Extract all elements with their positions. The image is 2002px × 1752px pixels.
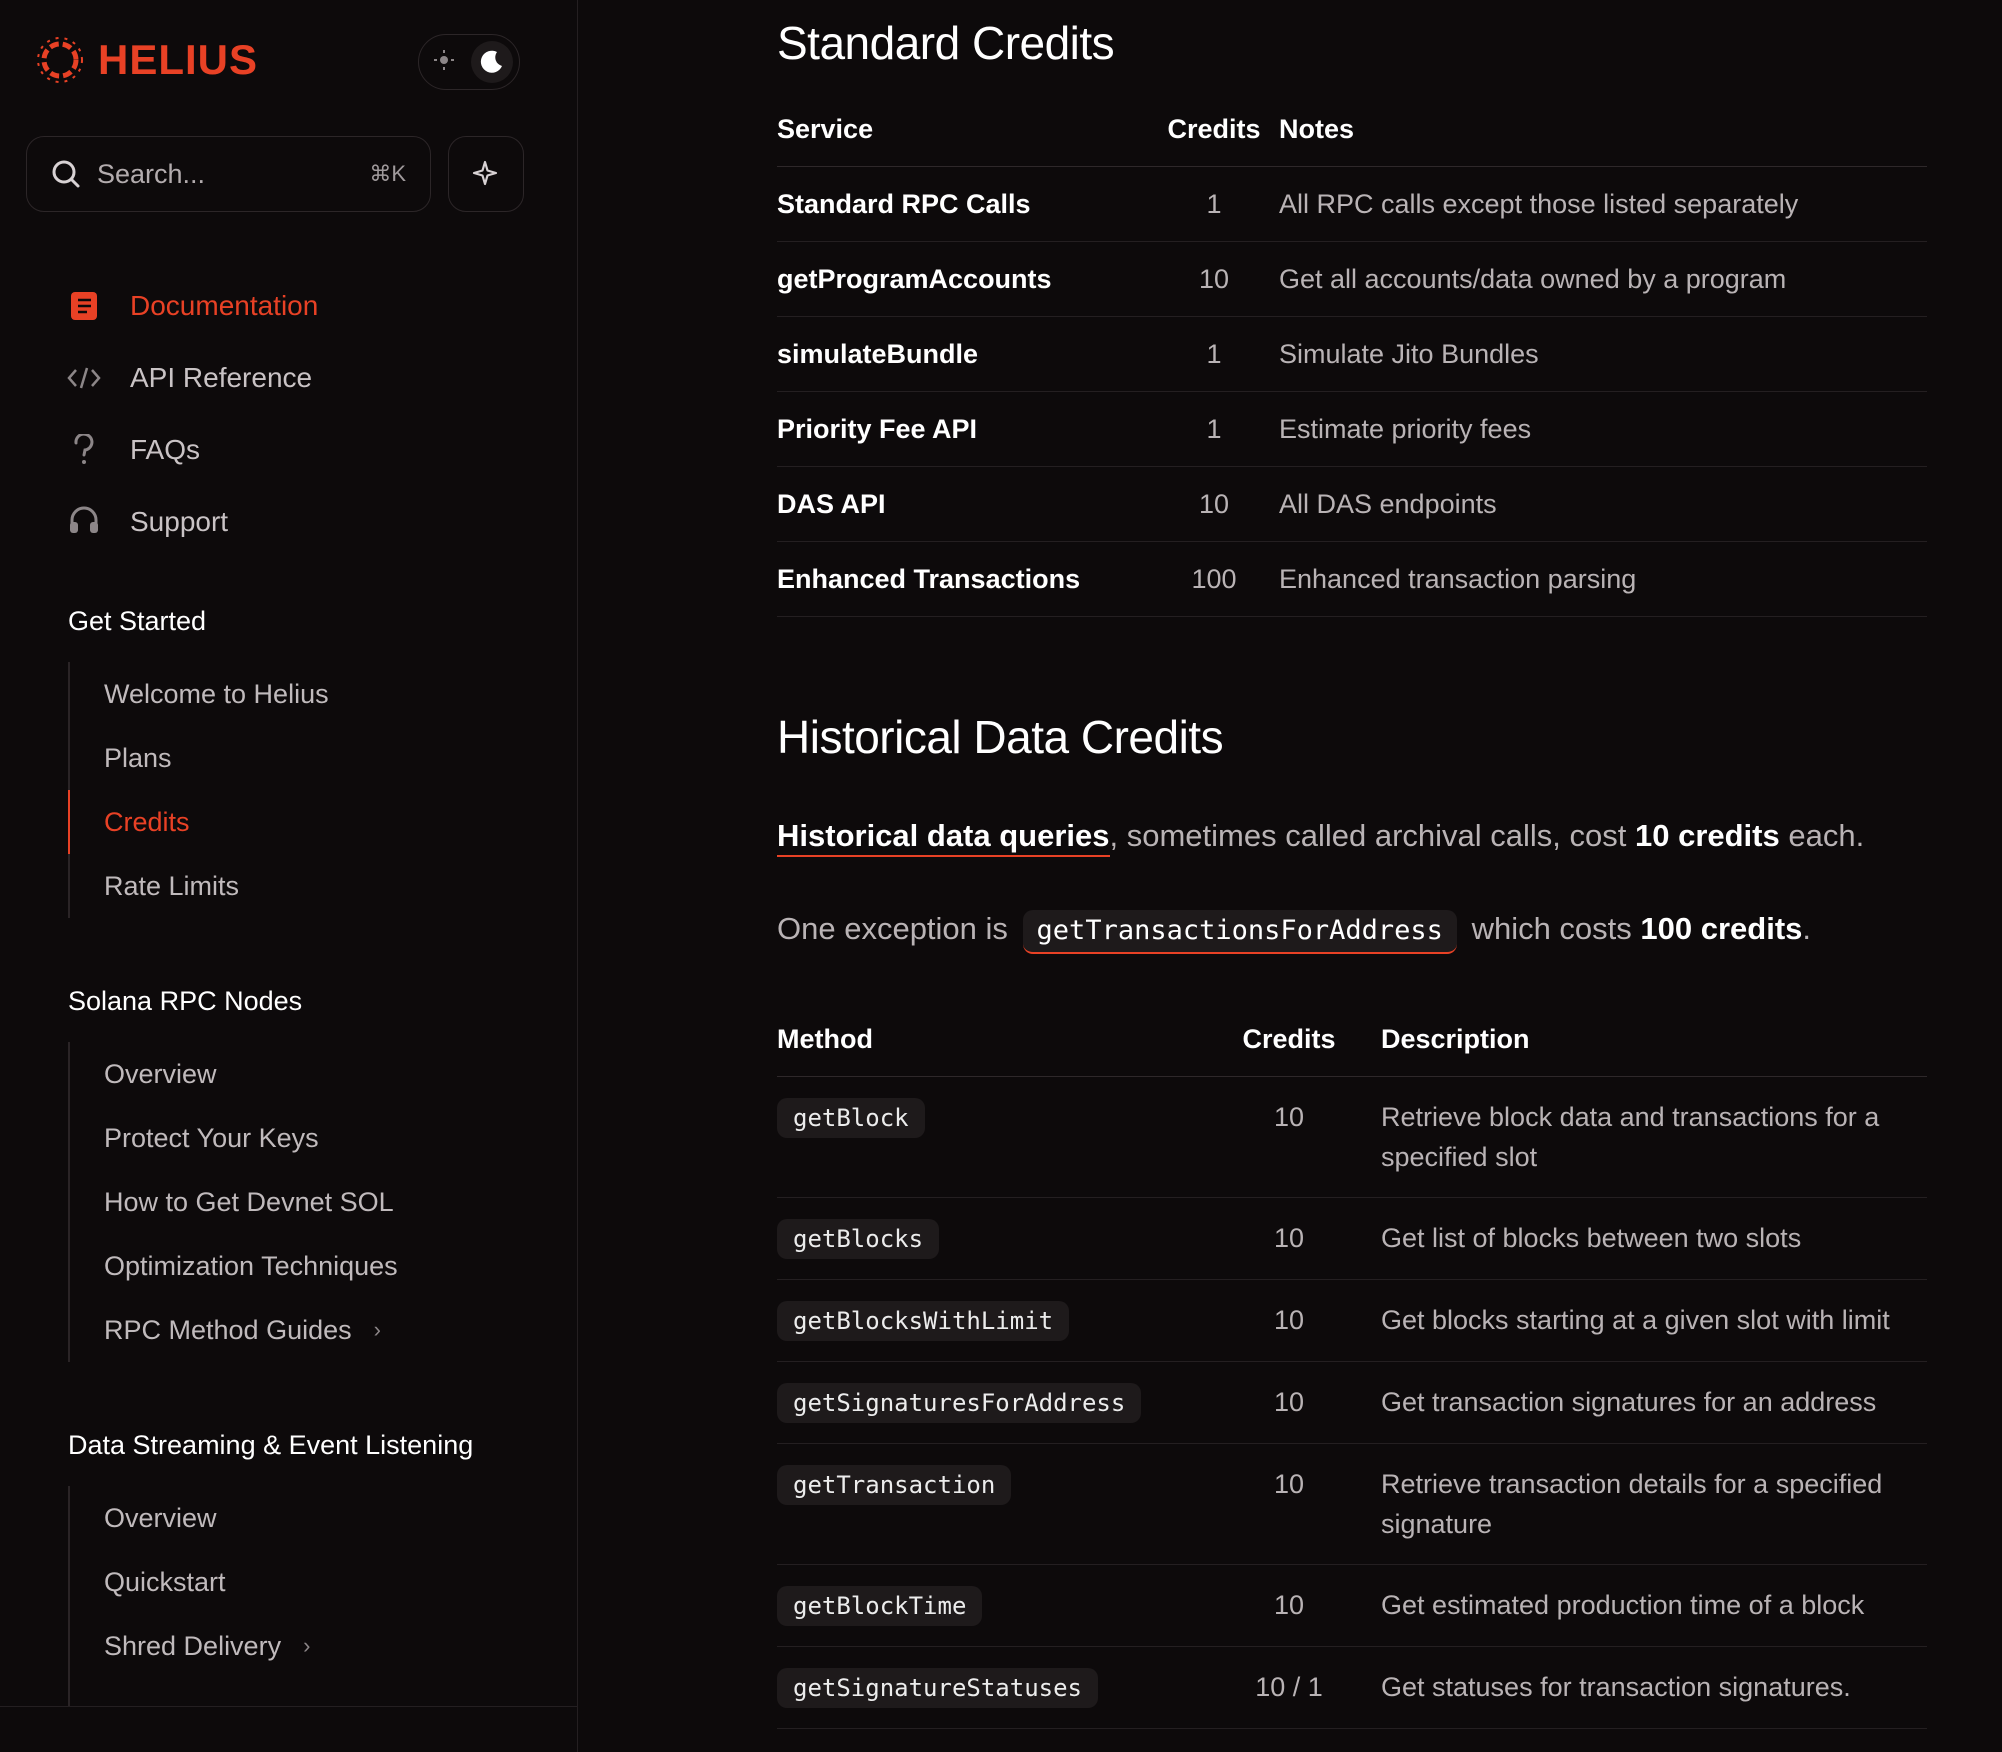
service-cell: Priority Fee API xyxy=(777,392,1149,467)
sidebar-item-welcome[interactable]: Welcome to Helius xyxy=(104,678,329,709)
table-row xyxy=(777,317,1927,392)
group-get-started xyxy=(68,662,329,918)
notes-cell: Simulate Jito Bundles xyxy=(1279,317,1927,392)
heading-standard-credits: Standard Credits xyxy=(777,17,1115,69)
description-cell: Get transaction signatures for an address xyxy=(1369,1362,1927,1444)
method-cell xyxy=(777,1362,1209,1444)
method-code: getSignaturesForAddress xyxy=(777,1383,1141,1423)
notes-cell: All RPC calls except those listed separately xyxy=(1279,167,1927,242)
nav-label: API Reference xyxy=(130,362,313,393)
notes-cell: Estimate priority fees xyxy=(1279,392,1927,467)
helius-sun-icon xyxy=(34,34,86,86)
section-solana-rpc-nodes: Solana RPC Nodes xyxy=(68,986,303,1016)
method-cell xyxy=(777,1280,1209,1362)
nav-api-reference[interactable] xyxy=(66,342,318,414)
column-header: Credits xyxy=(1149,92,1279,167)
method-code: getSignatureStatuses xyxy=(777,1668,1098,1708)
method-code: getBlock xyxy=(777,1098,925,1138)
service-cell: getProgramAccounts xyxy=(777,242,1149,317)
nav-support[interactable] xyxy=(66,486,318,558)
column-header: Description xyxy=(1369,1002,1927,1077)
description-cell: Get statuses for transaction signatures. xyxy=(1369,1647,1927,1729)
credits-cell: 10 xyxy=(1209,1077,1369,1198)
sidebar-item-quickstart[interactable]: Quickstart xyxy=(104,1566,226,1597)
nav-label: Documentation xyxy=(130,290,319,321)
credits-cell: 10 xyxy=(1209,1565,1369,1647)
credits-cell: 1 xyxy=(1149,167,1279,242)
method-code: getBlocksWithLimit xyxy=(777,1301,1069,1341)
sparkle-icon xyxy=(471,159,501,189)
code-icon xyxy=(66,360,102,396)
service-cell: simulateBundle xyxy=(777,317,1149,392)
notes-cell: All DAS endpoints xyxy=(1279,467,1927,542)
table-row xyxy=(777,1362,1927,1444)
table-row xyxy=(777,1647,1927,1729)
chevron-right-icon: › xyxy=(373,1317,381,1342)
credits-cell: 10 xyxy=(1149,467,1279,542)
moon-icon[interactable] xyxy=(471,41,513,83)
group-solana-rpc-nodes xyxy=(68,1042,398,1362)
column-header: Credits xyxy=(1209,1002,1369,1077)
service-cell: Enhanced Transactions xyxy=(777,542,1149,617)
text: which costs xyxy=(1471,911,1641,946)
service-cell: DAS API xyxy=(777,467,1149,542)
description-cell: Get blocks starting at a given slot with limit xyxy=(1369,1280,1927,1362)
description-cell: Get list of blocks between two slots xyxy=(1369,1198,1927,1280)
table-row xyxy=(777,392,1927,467)
helius-logo[interactable] xyxy=(34,34,258,86)
sidebar-item-optimization[interactable]: Optimization Techniques xyxy=(104,1250,398,1281)
credits-cell: 10 xyxy=(1209,1198,1369,1280)
sidebar-item-shred-delivery[interactable] xyxy=(70,1614,310,1678)
text: . xyxy=(1802,911,1812,946)
credits-cell: 10 xyxy=(1209,1362,1369,1444)
column-header: Service xyxy=(777,92,1149,167)
sidebar-item-rate-limits[interactable]: Rate Limits xyxy=(104,870,240,901)
method-cell xyxy=(777,1444,1209,1565)
group-data-streaming xyxy=(68,1486,310,1716)
headset-icon xyxy=(66,504,102,540)
question-icon xyxy=(66,432,102,468)
bold-text: 100 credits xyxy=(1640,911,1803,946)
sidebar-item-devnet-sol[interactable]: How to Get Devnet SOL xyxy=(104,1186,394,1217)
table-row xyxy=(777,467,1927,542)
table-row xyxy=(777,242,1927,317)
sidebar-item-rpc-method-guides[interactable] xyxy=(70,1298,398,1362)
table-header-row xyxy=(777,92,1927,167)
method-code: getTransaction xyxy=(777,1465,1011,1505)
search-icon xyxy=(51,159,81,189)
column-header: Notes xyxy=(1279,92,1927,167)
sun-icon[interactable] xyxy=(433,49,455,76)
section-data-streaming: Data Streaming & Event Listening xyxy=(68,1430,474,1460)
search-input[interactable] xyxy=(26,136,431,212)
top-nav xyxy=(66,270,318,558)
historical-paragraph xyxy=(777,818,1864,854)
nav-documentation[interactable] xyxy=(66,270,318,342)
sidebar-item-label: RPC Method Guides xyxy=(104,1314,352,1345)
table-row xyxy=(777,167,1927,242)
column-header: Method xyxy=(777,1002,1209,1077)
historical-data-queries-link[interactable]: Historical data queries xyxy=(777,818,1110,857)
nav-faqs[interactable] xyxy=(66,414,318,486)
table-row xyxy=(777,1444,1927,1565)
method-cell xyxy=(777,1565,1209,1647)
nav-label: Support xyxy=(130,506,229,537)
method-cell xyxy=(777,1077,1209,1198)
sidebar xyxy=(0,0,578,1752)
service-cell: Standard RPC Calls xyxy=(777,167,1149,242)
credits-cell: 100 xyxy=(1149,542,1279,617)
text: One exception is xyxy=(777,911,1008,946)
theme-toggle[interactable] xyxy=(418,34,520,90)
text: each. xyxy=(1779,818,1865,853)
sidebar-item-overview[interactable]: Overview xyxy=(104,1502,217,1533)
table-row xyxy=(777,1565,1927,1647)
credits-cell: 10 / 1 xyxy=(1209,1647,1369,1729)
historical-credits-table xyxy=(777,1002,1927,1729)
method-cell xyxy=(777,1647,1209,1729)
sidebar-item-credits[interactable]: Credits xyxy=(68,790,329,854)
description-cell: Retrieve block data and transactions for a specified slot xyxy=(1369,1077,1927,1198)
search-shortcut: ⌘K xyxy=(369,161,406,186)
sidebar-item-plans[interactable]: Plans xyxy=(104,742,172,773)
exception-paragraph xyxy=(777,910,1811,954)
sidebar-item-protect-keys[interactable]: Protect Your Keys xyxy=(104,1122,319,1153)
table-row xyxy=(777,1198,1927,1280)
credits-cell: 1 xyxy=(1149,317,1279,392)
credits-cell: 1 xyxy=(1149,392,1279,467)
method-code: getBlockTime xyxy=(777,1586,982,1626)
brand-name: HELIUS xyxy=(98,36,259,83)
notes-cell: Enhanced transaction parsing xyxy=(1279,542,1927,617)
sidebar-item-label: Shred Delivery xyxy=(104,1630,282,1661)
table-row xyxy=(777,542,1927,617)
ai-assistant-button[interactable] xyxy=(448,136,524,212)
sidebar-item-overview[interactable]: Overview xyxy=(104,1058,217,1089)
table-row xyxy=(777,1280,1927,1362)
method-code: getBlocks xyxy=(777,1219,939,1259)
credits-cell: 10 xyxy=(1209,1280,1369,1362)
search-placeholder: Search... xyxy=(97,158,206,189)
get-transactions-for-address-code-link[interactable]: getTransactionsForAddress xyxy=(1023,910,1457,954)
nav-label: FAQs xyxy=(130,434,201,465)
method-cell xyxy=(777,1198,1209,1280)
credits-cell: 10 xyxy=(1149,242,1279,317)
notes-cell: Get all accounts/data owned by a program xyxy=(1279,242,1927,317)
credits-cell: 10 xyxy=(1209,1444,1369,1565)
description-cell: Retrieve transaction details for a specified signature xyxy=(1369,1444,1927,1565)
standard-credits-table xyxy=(777,92,1927,617)
text: , sometimes called archival calls, cost xyxy=(1109,818,1635,853)
description-cell: Get estimated production time of a block xyxy=(1369,1565,1927,1647)
table-header-row xyxy=(777,1002,1927,1077)
chevron-right-icon: › xyxy=(303,1633,311,1658)
book-icon xyxy=(66,288,102,324)
heading-historical-credits: Historical Data Credits xyxy=(777,711,1224,763)
table-row xyxy=(777,1077,1927,1198)
bold-text: 10 credits xyxy=(1634,818,1780,853)
section-get-started: Get Started xyxy=(68,606,207,636)
sidebar-footer xyxy=(0,1706,578,1752)
